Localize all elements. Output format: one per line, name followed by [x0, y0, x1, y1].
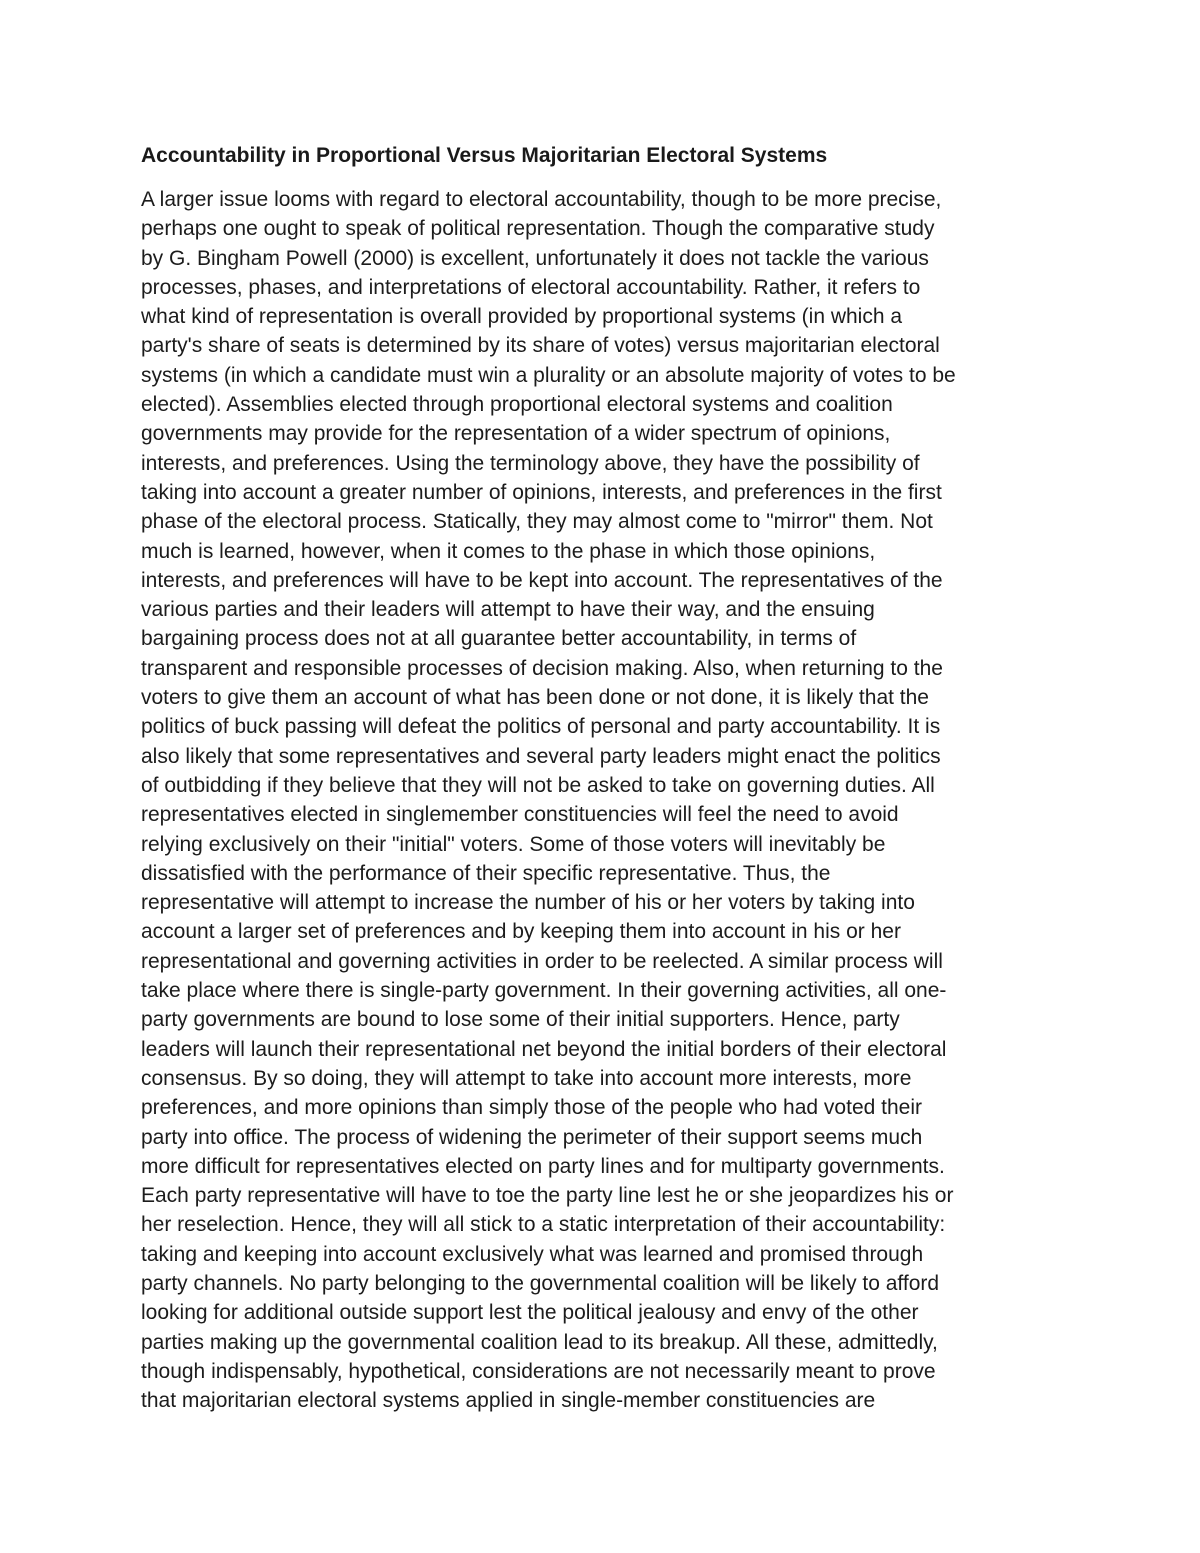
body-text-line: voters to give them an account of what has been done or not done, it is likely that the: [141, 686, 929, 710]
body-text-line: take place where there is single-party government. In their governing activities, all one-: [141, 979, 947, 1003]
body-text-line: politics of buck passing will defeat the politics of personal and party accountability. It is: [141, 715, 941, 739]
body-text-line: perhaps one ought to speak of political representation. Though the comparative study: [141, 217, 935, 241]
body-text-line: account a larger set of preferences and by keeping them into account in his or her: [141, 920, 901, 944]
body-text-line: representatives elected in singlemember constituencies will feel the need to avoid: [141, 803, 899, 827]
body-text-line: parties making up the governmental coalition lead to its breakup. All these, admittedly,: [141, 1330, 938, 1354]
body-text-line: party governments are bound to lose some of their initial supporters. Hence, party: [141, 1008, 900, 1032]
body-text-line: more difficult for representatives elected on party lines and for multiparty governments.: [141, 1154, 945, 1178]
body-text-line: interests, and preferences will have to be kept into account. The representatives of the: [141, 568, 943, 592]
body-text-line: representational and governing activities in order to be reelected. A similar process will: [141, 949, 943, 973]
body-text-line: A larger issue looms with regard to electoral accountability, though to be more precise,: [141, 188, 942, 211]
body-text-line: her reselection. Hence, they will all stick to a static interpretation of their accountability:: [141, 1213, 946, 1237]
body-text-line: processes, phases, and interpretations of electoral accountability. Rather, it refers to: [141, 275, 921, 299]
body-text-line: looking for additional outside support lest the political jealousy and envy of the other: [141, 1301, 919, 1325]
body-text-line: representative will attempt to increase the number of his or her voters by taking into: [141, 891, 915, 915]
body-text-line: transparent and responsible processes of decision making. Also, when returning to the: [141, 656, 943, 680]
body-text-line: dissatisfied with the performance of their specific representative. Thus, the: [141, 861, 831, 885]
body-text-line: governments may provide for the representation of a wider spectrum of opinions,: [141, 422, 891, 446]
body-text-line: various parties and their leaders will attempt to have their way, and the ensuing: [141, 598, 875, 622]
body-text-line: of outbidding if they believe that they will not be asked to take on governing duties. All: [141, 773, 935, 797]
body-text-line: elected). Assemblies elected through proportional electoral systems and coalition: [141, 393, 893, 417]
body-text-line: party into office. The process of widening the perimeter of their support seems much: [141, 1125, 923, 1149]
body-text-line: party channels. No party belonging to the governmental coalition will be likely to afford: [141, 1271, 940, 1295]
document-title: Accountability in Proportional Versus Majoritarian Electoral Systems: [141, 144, 828, 167]
body-text-line: leaders will launch their representational net beyond the initial borders of their electoral: [141, 1037, 947, 1061]
body-text-line: preferences, and more opinions than simply those of the people who had voted their: [141, 1096, 922, 1120]
body-text-line: phase of the electoral process. Statically, they may almost come to "mirror" them. Not: [141, 510, 933, 534]
body-text-line: consensus. By so doing, they will attempt to take into account more interests, more: [141, 1066, 912, 1090]
body-text-line: party's share of seats is determined by its share of votes) versus majoritarian electoral: [141, 334, 940, 358]
body-text-line: by G. Bingham Powell (2000) is excellent, unfortunately it does not tackle the various: [141, 246, 929, 270]
body-text-line: what kind of representation is overall provided by proportional systems (in which a: [141, 305, 903, 329]
body-text-line: though indispensably, hypothetical, considerations are not necessarily meant to prove: [141, 1359, 936, 1383]
body-text-line: relying exclusively on their "initial" voters. Some of those voters will inevitably be: [141, 832, 886, 856]
body-text-line: systems (in which a candidate must win a plurality or an absolute majority of votes to be: [141, 363, 956, 387]
body-text-line: that majoritarian electoral systems applied in single-member constituencies are: [141, 1389, 876, 1413]
body-text-line: also likely that some representatives and several party leaders might enact the politics: [141, 744, 941, 768]
document-body: [141, 185, 1091, 1415]
body-text-line: taking and keeping into account exclusively what was learned and promised through: [141, 1242, 924, 1266]
body-text-line: Each party representative will have to toe the party line lest he or she jeopardizes his or: [141, 1184, 954, 1208]
body-text-line: much is learned, however, when it comes to the phase in which those opinions,: [141, 539, 876, 563]
body-text-line: bargaining process does not at all guarantee better accountability, in terms of: [141, 627, 857, 651]
body-text-line: taking into account a greater number of opinions, interests, and preferences in the first: [141, 480, 942, 504]
body-text-line: interests, and preferences. Using the terminology above, they have the possibility of: [141, 451, 920, 475]
